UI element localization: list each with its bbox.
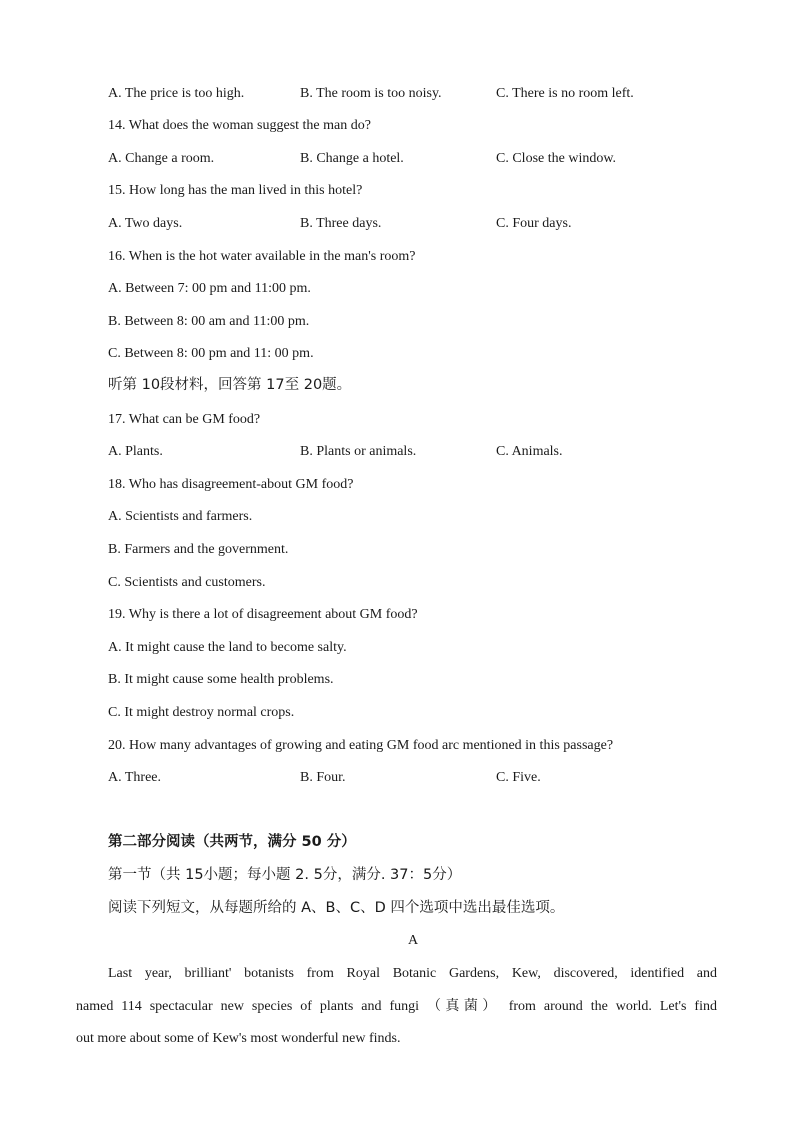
q16-option-c: C. Between 8: 00 pm and 11: 00 pm. — [108, 346, 314, 361]
q15-option-c: C. Four days. — [496, 216, 572, 231]
q20-option-b: B. Four. — [300, 770, 346, 785]
q19-option-c: C. It might destroy normal crops. — [108, 705, 295, 720]
q20-question: 20. How many advantages of growing and eating GM food arc mentioned in this passage? — [108, 738, 614, 753]
section10-instruction: 听第 10段材料，回答第 17至 20题。 — [108, 377, 352, 393]
q14-option-b: B. Change a hotel. — [300, 151, 404, 166]
q13-option-a: A. The price is too high. — [108, 86, 245, 101]
q16-question: 16. When is the hot water available in the man's room? — [108, 249, 416, 264]
q16-option-b: B. Between 8: 00 am and 11:00 pm. — [108, 314, 310, 329]
q13-option-b: B. The room is too noisy. — [300, 86, 442, 101]
q18-option-c: C. Scientists and customers. — [108, 575, 266, 590]
q19-question: 19. Why is there a lot of disagreement about GM food? — [108, 607, 418, 622]
section1-heading: 第一节（共 15小题；每小题 2. 5分，满分. 37：5分） — [108, 867, 462, 883]
passage-line-3: out more about some of Kew's most wonderful new finds. — [76, 1031, 401, 1046]
q19-option-a: A. It might cause the land to become salty. — [108, 640, 347, 655]
q14-option-a: A. Change a room. — [108, 151, 215, 166]
q17-option-c: C. Animals. — [496, 444, 563, 459]
q19-option-b: B. It might cause some health problems. — [108, 672, 334, 687]
passage-label: A — [408, 933, 419, 948]
q18-question: 18. Who has disagreement-about GM food? — [108, 477, 354, 492]
q15-option-b: B. Three days. — [300, 216, 382, 231]
passage-line-1: Last year, brilliant' botanists from Royal Botanic Gardens, Kew, discovered, identified and — [108, 966, 717, 981]
q13-option-c: C. There is no room left. — [496, 86, 634, 101]
q18-option-b: B. Farmers and the government. — [108, 542, 289, 557]
reading-instruction: 阅读下列短文，从每题所给的 A、B、C、D 四个选项中选出最佳选项。 — [108, 900, 565, 916]
q17-question: 17. What can be GM food? — [108, 412, 261, 427]
q20-option-c: C. Five. — [496, 770, 541, 785]
q20-option-a: A. Three. — [108, 770, 161, 785]
q16-option-a: A. Between 7: 00 pm and 11:00 pm. — [108, 281, 311, 296]
q14-option-c: C. Close the window. — [496, 151, 617, 166]
q15-option-a: A. Two days. — [108, 216, 183, 231]
q14-question: 14. What does the woman suggest the man do? — [108, 118, 371, 133]
part2-heading: 第二部分阅读（共两节，满分 50 分） — [108, 834, 356, 850]
passage-line-2: named 114 spectacular new species of plants and fungi （真菌） from around the world. Let's find — [76, 999, 717, 1014]
q18-option-a: A. Scientists and farmers. — [108, 509, 253, 524]
q15-question: 15. How long has the man lived in this hotel? — [108, 183, 363, 198]
q17-option-a: A. Plants. — [108, 444, 163, 459]
q17-option-b: B. Plants or animals. — [300, 444, 417, 459]
